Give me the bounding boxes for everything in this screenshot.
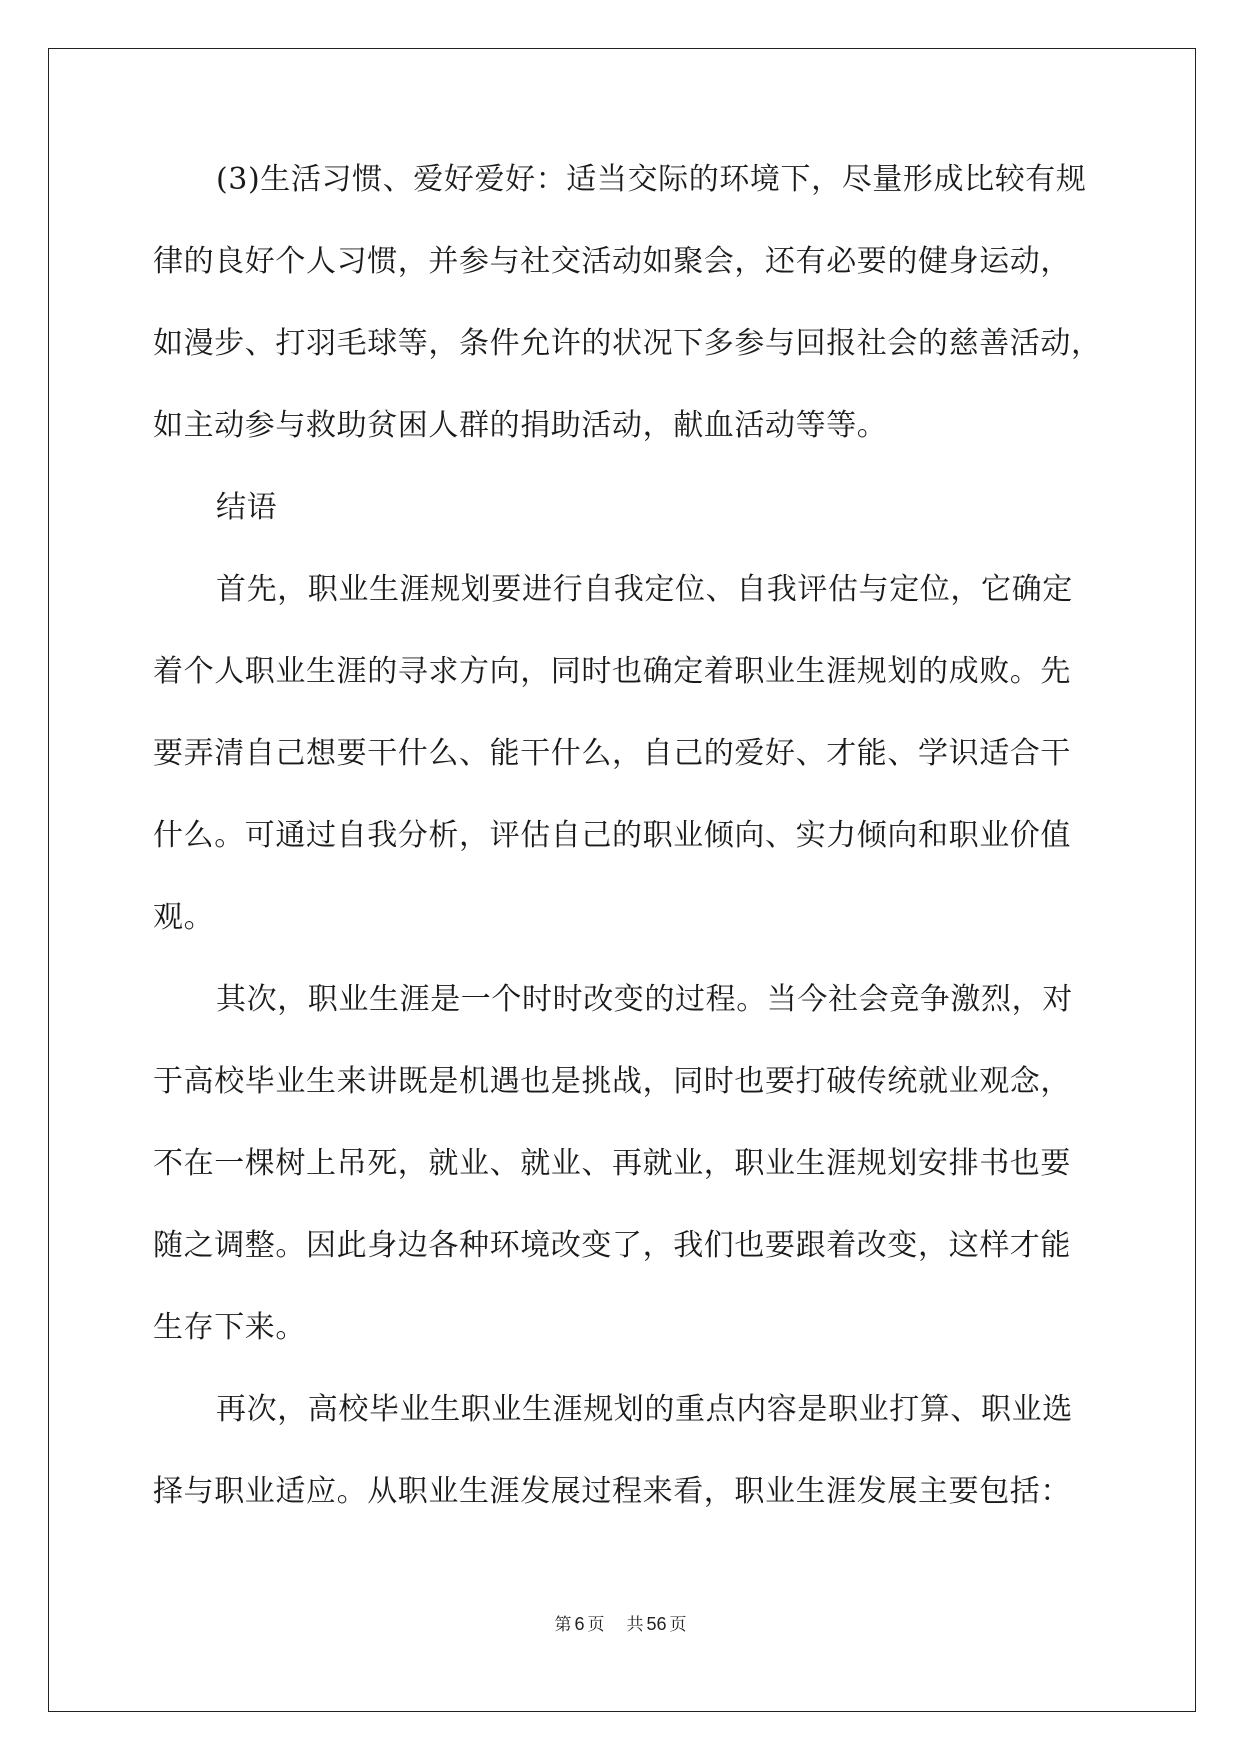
text-line: 什么。可通过自我分析，评估自己的职业倾向、实力倾向和职业价值 <box>153 818 1071 853</box>
total-suffix: 页 <box>669 1615 687 1635</box>
text-line: 如主动参与救助贫困人群的捐助活动，献血活动等等。 <box>153 408 888 443</box>
document-body <box>153 162 1113 1559</box>
text-line: 观。 <box>153 900 215 935</box>
page-suffix: 页 <box>587 1615 605 1635</box>
text-line: 首先，职业生涯规划要进行自我定位、自我评估与定位，它确定 <box>216 572 1073 607</box>
page-footer <box>0 1614 1241 1635</box>
text-line: 着个人职业生涯的寻求方向，同时也确定着职业生涯规划的成败。先 <box>153 654 1071 689</box>
text-line: 律的良好个人习惯，并参与社交活动如聚会，还有必要的健身运动， <box>153 244 1071 279</box>
total-pages: 56 <box>646 1614 667 1634</box>
text-line: (3)生活习惯、爱好爱好：适当交际的环境下，尽量形成比较有规 <box>216 162 1087 197</box>
page-prefix: 第 <box>554 1615 572 1635</box>
text-line: 其次，职业生涯是一个时时改变的过程。当今社会竞争激烈，对 <box>216 982 1073 1017</box>
text-line: 择与职业适应。从职业生涯发展过程来看，职业生涯发展主要包括： <box>153 1474 1071 1509</box>
total-prefix: 共 <box>626 1615 644 1635</box>
section-heading: 结语 <box>216 490 278 525</box>
text-line: 不在一棵树上吊死，就业、就业、再就业，职业生涯规划安排书也要 <box>153 1146 1071 1181</box>
text-line: 再次，高校毕业生职业生涯规划的重点内容是职业打算、职业选 <box>216 1392 1073 1427</box>
text-line: 生存下来。 <box>153 1310 306 1345</box>
text-line: 如漫步、打羽毛球等，条件允许的状况下多参与回报社会的慈善活动， <box>153 326 1102 361</box>
page-number: 6 <box>574 1614 585 1634</box>
text-line: 要弄清自己想要干什么、能干什么，自己的爱好、才能、学识适合干 <box>153 736 1071 771</box>
text-line: 随之调整。因此身边各种环境改变了，我们也要跟着改变，这样才能 <box>153 1228 1071 1263</box>
text-line: 于高校毕业生来讲既是机遇也是挑战，同时也要打破传统就业观念， <box>153 1064 1071 1099</box>
